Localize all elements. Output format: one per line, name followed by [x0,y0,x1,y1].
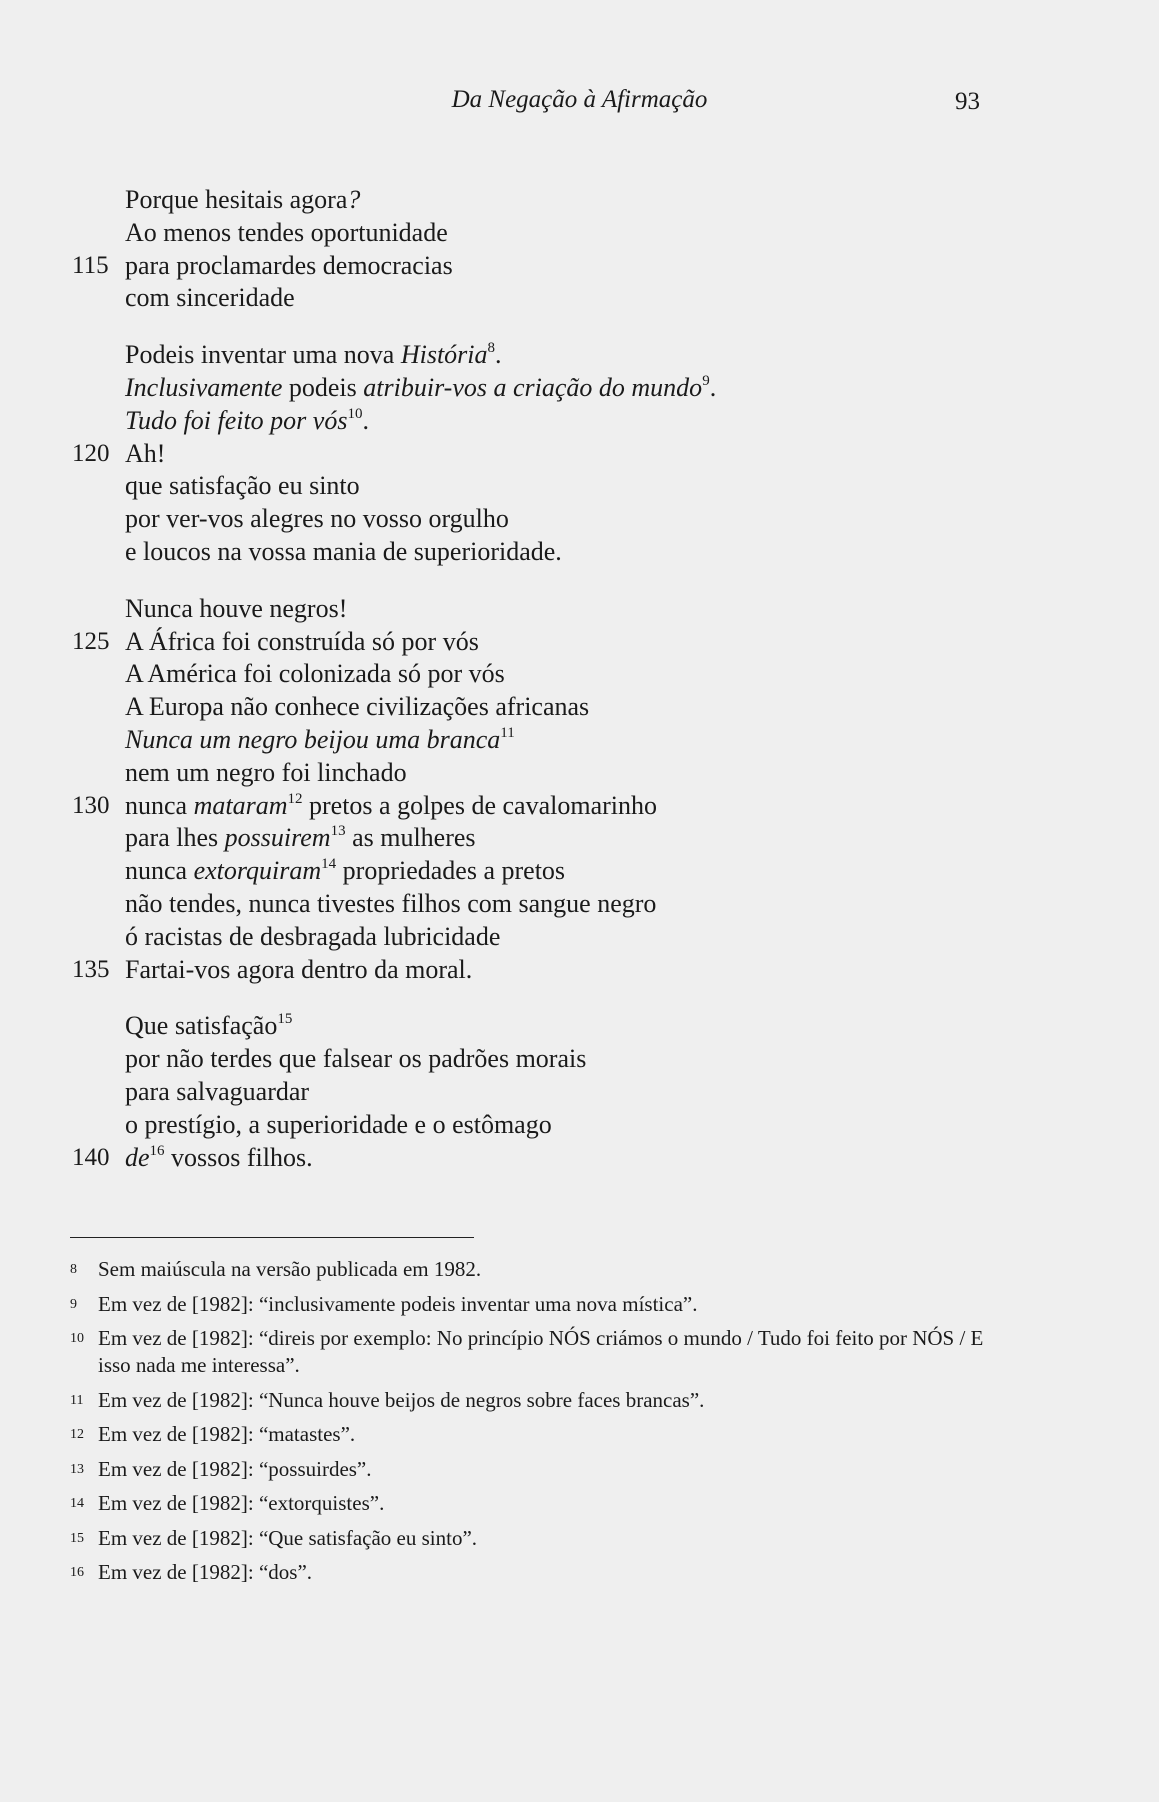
line-text [125,855,565,892]
text-segment: . [709,372,717,402]
poem-line [0,724,1159,757]
text-segment: Porque hesitais agora [125,185,348,214]
poem-line [0,250,1159,283]
line-number: 135 [72,955,110,983]
poem-line [0,372,1159,405]
footnote-number: 12 [70,1427,84,1442]
footnote-ref: 10 [347,405,363,422]
footnote-text: Sem maiúscula na versão publicada em 1982. [98,1257,482,1281]
poem-line [0,503,1159,536]
stanza-break [0,315,1159,339]
line-text [125,593,347,626]
poem-line [0,658,1159,691]
poem-line [0,822,1159,855]
footnote-number: 8 [70,1262,77,1277]
footnote-number: 14 [70,1496,84,1511]
line-text [125,405,369,442]
poem-line [0,855,1159,888]
footnote [70,1456,1010,1483]
line-text [125,888,656,921]
text-segment: que satisfação eu sinto [125,471,360,501]
footnote [70,1256,1010,1283]
poem-line [0,405,1159,438]
poem-body [0,184,1159,1174]
footnote-number: 13 [70,1461,84,1477]
footnote-text: Em vez de [1982]: “extorquistes”. [98,1491,385,1515]
footnote [70,1559,1010,1586]
italic-text: de [125,1142,150,1172]
poem-line [0,1109,1159,1142]
poem-line [0,1043,1159,1076]
line-text [125,822,476,859]
stanza-break [0,986,1159,1010]
poem-line [0,757,1159,790]
text-segment: A África foi construída só por vós [125,626,479,656]
footnote-number: 16 [70,1565,84,1580]
footnote [70,1291,1010,1318]
poem-line [0,790,1159,823]
text-segment: por não terdes que falsear os padrões morais [125,1044,587,1074]
text-segment: vossos filhos. [164,1142,313,1172]
italic-text: extorquiram [193,856,322,886]
poem-line [0,282,1159,315]
footnote [70,1525,1010,1552]
text-segment: . [362,405,369,435]
line-text [125,724,515,761]
line-text [125,217,448,250]
text-segment: com sinceridade [125,283,295,313]
line-text [125,470,360,503]
line-text [125,184,360,217]
text-segment: o prestígio, a superioridade e o estômago [125,1109,552,1139]
italic-text: Inclusivamente [125,372,283,402]
line-number: 115 [72,251,109,279]
stanza-break [0,569,1159,593]
text-segment: ó racistas de desbragada lubricidade [125,921,501,951]
footnote-ref: 8 [487,340,496,357]
line-text [125,954,472,987]
text-segment: para lhes [125,823,225,853]
poem-line [0,1010,1159,1043]
footnote-ref: 12 [287,790,303,807]
line-text [125,1076,309,1109]
footnote [70,1387,1010,1414]
italic-text: atribuir-vos a criação do mundo [363,372,703,402]
poem-line [0,921,1159,954]
text-segment: Ah! [125,438,166,468]
page-number: 93 [955,88,980,115]
poem-line [0,691,1159,724]
text-segment: nunca [125,790,194,820]
poem-line [0,626,1159,659]
poem-line [0,1076,1159,1109]
footnote-ref: 13 [330,823,346,840]
line-text [125,626,479,659]
line-text [125,658,505,691]
text-segment: nunca [125,856,194,886]
italic-text: ? [347,185,361,214]
footnote [70,1490,1010,1517]
text-segment: . [495,340,502,370]
footnote-ref: 15 [277,1011,293,1028]
line-text [125,438,165,471]
poem-line [0,339,1159,372]
line-text [125,691,589,724]
footnote-text: Em vez de [1982]: “matastes”. [98,1422,356,1446]
line-text [125,1010,292,1047]
line-text [125,790,657,827]
italic-text: mataram [193,790,288,820]
text-segment: Que satisfação [125,1011,278,1041]
line-number: 130 [72,791,110,819]
footnote [70,1421,1010,1448]
text-segment: propriedades a pretos [336,856,566,886]
footnote-text: Em vez de [1982]: “dos”. [98,1560,313,1584]
text-segment: nem um negro foi linchado [125,757,407,787]
running-title: Da Negação à Afirmação [451,86,708,113]
poem-line [0,470,1159,503]
line-text [125,536,562,569]
text-segment: A América foi colonizada só por vós [125,659,505,689]
poem-line [0,1142,1159,1175]
text-segment: Nunca houve negros! [125,593,348,623]
text-segment: Podeis inventar uma nova [125,340,401,370]
footnote-ref: 14 [321,856,337,873]
poem-line [0,536,1159,569]
footnote-ref: 11 [500,724,515,741]
text-segment: podeis [282,372,364,402]
line-text [125,250,453,283]
footnote-ref: 9 [702,372,710,389]
italic-text: Tudo foi feito por vós [125,405,348,435]
line-number: 120 [72,439,110,467]
footnote-rule [70,1237,474,1238]
line-text [125,1109,552,1142]
footnote-text: Em vez de [1982]: “possuirdes”. [98,1456,372,1481]
footnote [70,1325,1010,1379]
text-segment: para salvaguardar [125,1076,310,1106]
italic-text: Nunca um negro beijou uma branca [125,724,501,754]
text-segment: e loucos na vossa mania de superioridade. [125,536,562,566]
text-segment: não tendes, nunca tivestes filhos com sangue negro [125,888,657,918]
line-text [125,372,716,409]
footnote-text: Em vez de [1982]: “inclusivamente podeis inventar uma nova mística”. [98,1291,698,1316]
line-text [125,1142,313,1179]
text-segment: para proclamardes democracias [125,250,453,280]
italic-text: História [400,340,488,370]
poem-line [0,954,1159,987]
line-number: 140 [72,1143,110,1171]
footnote-text: Em vez de [1982]: “direis por exemplo: No princípio NÓS criámos o mundo / Tudo foi feito por NÓS / E isso nada me interessa”. [98,1326,984,1377]
line-text [125,282,295,315]
line-text [125,757,407,790]
footnote-number: 15 [70,1530,84,1546]
poem-line [0,217,1159,250]
poem-line [0,888,1159,921]
footnote-text: Em vez de [1982]: “Nunca houve beijos de negros sobre faces brancas”. [98,1387,705,1412]
poem-line [0,593,1159,626]
text-segment: as mulheres [345,823,476,853]
footnotes [70,1256,1010,1594]
text-segment: A Europa não conhece civilizações africanas [125,692,590,722]
footnote-text: Em vez de [1982]: “Que satisfação eu sinto”. [98,1525,478,1550]
line-number: 125 [72,627,110,655]
italic-text: possuirem [224,823,331,853]
text-segment: pretos a golpes de cavalomarinho [302,790,657,820]
poem-line [0,184,1159,217]
poem-line [0,438,1159,471]
footnote-ref: 16 [149,1142,165,1159]
text-segment: Fartai-vos agora dentro da moral. [125,954,473,984]
footnote-number: 11 [70,1392,84,1408]
text-segment: por ver-vos alegres no vosso orgulho [125,504,509,534]
line-text [125,1043,586,1076]
footnote-number: 10 [70,1331,84,1346]
footnote-number: 9 [70,1296,77,1312]
line-text [125,339,502,376]
line-text [125,921,500,954]
text-segment: Ao menos tendes oportunidade [125,217,448,247]
line-text [125,503,509,536]
